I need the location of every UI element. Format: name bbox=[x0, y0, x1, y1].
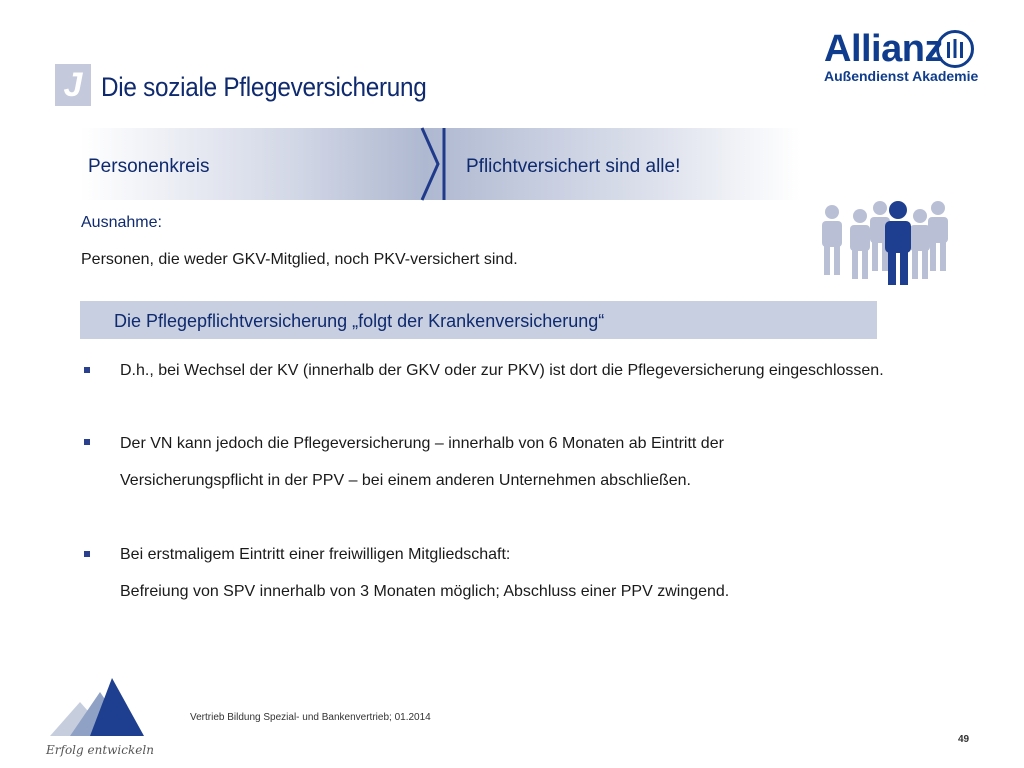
bullet-line: Versicherungspflicht in der PPV – bei einem anderen Unternehmen abschließen. bbox=[120, 472, 691, 489]
bullet-square-icon bbox=[84, 439, 90, 445]
bullet-line: Befreiung von SPV innerhalb von 3 Monaten möglich; Abschluss einer PPV zwingend. bbox=[120, 583, 730, 600]
page-title: Die soziale Pflegeversicherung bbox=[101, 72, 427, 102]
page-number: 49 bbox=[958, 734, 970, 745]
brand-logo-text: Allianz bbox=[824, 28, 943, 70]
bullet-line: Bei erstmaligem Eintritt einer freiwilligen Mitgliedschaft: bbox=[120, 546, 511, 563]
bullet-square-icon bbox=[84, 367, 90, 373]
footer-slogan: Erfolg entwickeln bbox=[46, 743, 154, 757]
bullet-line: Der VN kann jedoch die Pflegeversicherung – innerhalb von 6 Monaten ab Eintritt der bbox=[120, 435, 724, 452]
brand-pillars-icon bbox=[939, 33, 971, 65]
brand-logo-icon bbox=[936, 30, 974, 68]
topic-label: Personenkreis bbox=[88, 156, 210, 177]
exception-label: Ausnahme: bbox=[81, 214, 162, 231]
people-group-icon bbox=[812, 198, 962, 288]
footer-text: Vertrieb Bildung Spezial- und Bankenvertrieb; 01.2014 bbox=[190, 712, 431, 723]
bullet-square-icon bbox=[84, 551, 90, 557]
chapter-badge bbox=[55, 64, 91, 106]
bullet-item-2 bbox=[120, 425, 724, 499]
bullet-item-3 bbox=[120, 536, 729, 610]
chapter-letter: J bbox=[63, 65, 83, 104]
exception-text: Personen, die weder GKV-Mitglied, noch PKV-versichert sind. bbox=[81, 251, 518, 268]
topic-statement: Pflichtversichert sind alle! bbox=[466, 156, 681, 177]
brand-subtitle: Außendienst Akademie bbox=[824, 68, 979, 84]
footer-pyramid-logo bbox=[40, 674, 160, 760]
chevron-right-icon bbox=[418, 126, 448, 202]
bullet-item-1 bbox=[120, 352, 884, 389]
bullet-line: D.h., bei Wechsel der KV (innerhalb der GKV oder zur PKV) ist dort die Pflegeversicherung eingeschlossen. bbox=[120, 362, 884, 379]
highlight-banner-text: Die Pflegepflichtversicherung „folgt der Krankenversicherung“ bbox=[114, 311, 605, 331]
